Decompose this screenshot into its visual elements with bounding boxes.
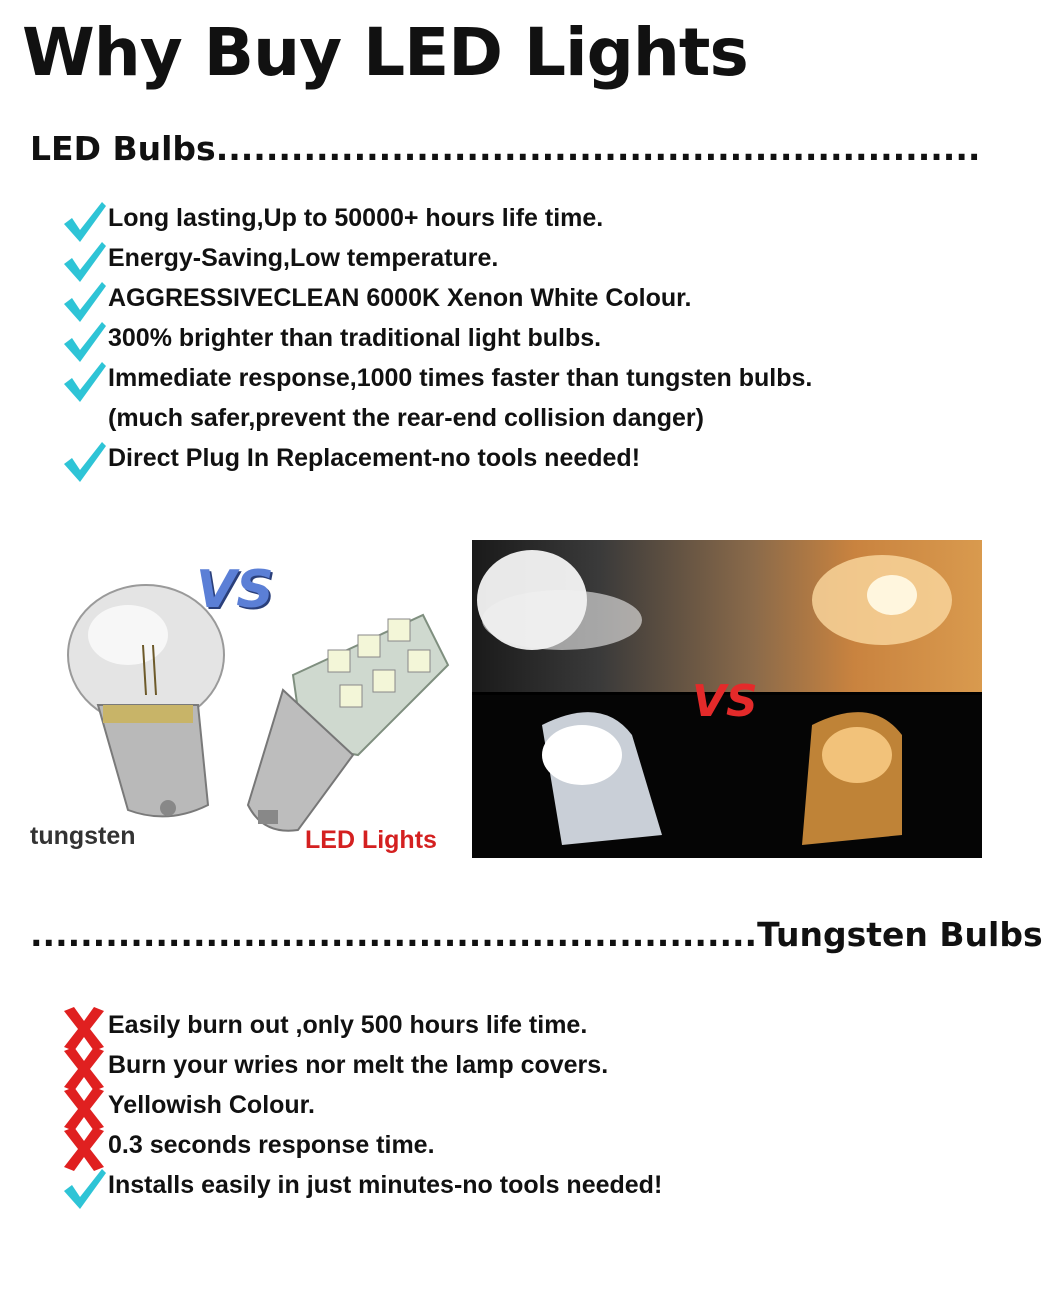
- list-item: [60, 398, 812, 438]
- list-item-text: Immediate response,1000 times faster than tungsten bulbs.: [108, 363, 813, 392]
- tungsten-label: tungsten: [30, 822, 136, 850]
- list-item: [60, 358, 812, 398]
- vs-left-text: VS: [196, 560, 274, 620]
- list-item-text: 300% brighter than traditional light bulbs.: [108, 323, 602, 352]
- list-item-text: Yellowish Colour.: [108, 1090, 315, 1119]
- list-item-text: Easily burn out ,only 500 hours life time.: [108, 1010, 588, 1039]
- list-item: [60, 318, 812, 358]
- list-item: [60, 238, 812, 278]
- led-bulb-image: [248, 615, 448, 831]
- vs-right-text: VS: [692, 676, 758, 727]
- list-item-text: Direct Plug In Replacement-no tools needed!: [108, 443, 641, 472]
- tungsten-heading-dots: ..........................................................: [30, 915, 758, 954]
- led-lights-label: LED Lights: [305, 826, 437, 854]
- list-item-text: 0.3 seconds response time.: [108, 1130, 435, 1159]
- led-heading-dots: .............................................................: [215, 129, 981, 168]
- check-icon: [60, 438, 108, 486]
- list-item-text: Burn your wries nor melt the lamp covers.: [108, 1050, 609, 1079]
- list-item-text: AGGRESSIVECLEAN 6000K Xenon White Colour.: [108, 283, 692, 312]
- list-item-text: Long lasting,Up to 50000+ hours life time.: [108, 203, 604, 232]
- tungsten-heading-text: Tungsten Bulbs: [757, 915, 1043, 954]
- bulb-photo-top: [472, 540, 982, 692]
- list-item-text: Installs easily in just minutes-no tools needed!: [108, 1170, 663, 1199]
- tungsten-drawbacks-list: [60, 1005, 662, 1205]
- page-title: Why Buy LED Lights: [22, 14, 748, 91]
- list-item-text: (much safer,prevent the rear-end collision danger): [108, 403, 704, 432]
- list-item: [60, 438, 812, 478]
- list-item: [60, 1045, 662, 1085]
- check-icon: [60, 1165, 108, 1213]
- list-item: [60, 198, 812, 238]
- list-item: [60, 1165, 662, 1205]
- tungsten-bulbs-heading: [30, 915, 1043, 954]
- list-item: [60, 1085, 662, 1125]
- led-benefits-list: [60, 198, 812, 478]
- list-item: [60, 1005, 662, 1045]
- bulb-photos: [472, 540, 982, 692]
- led-heading-text: LED Bulbs: [30, 129, 216, 168]
- list-item-text: Energy-Saving,Low temperature.: [108, 243, 499, 272]
- led-bulbs-heading: [30, 129, 981, 168]
- list-item: [60, 1125, 662, 1165]
- list-item: [60, 278, 812, 318]
